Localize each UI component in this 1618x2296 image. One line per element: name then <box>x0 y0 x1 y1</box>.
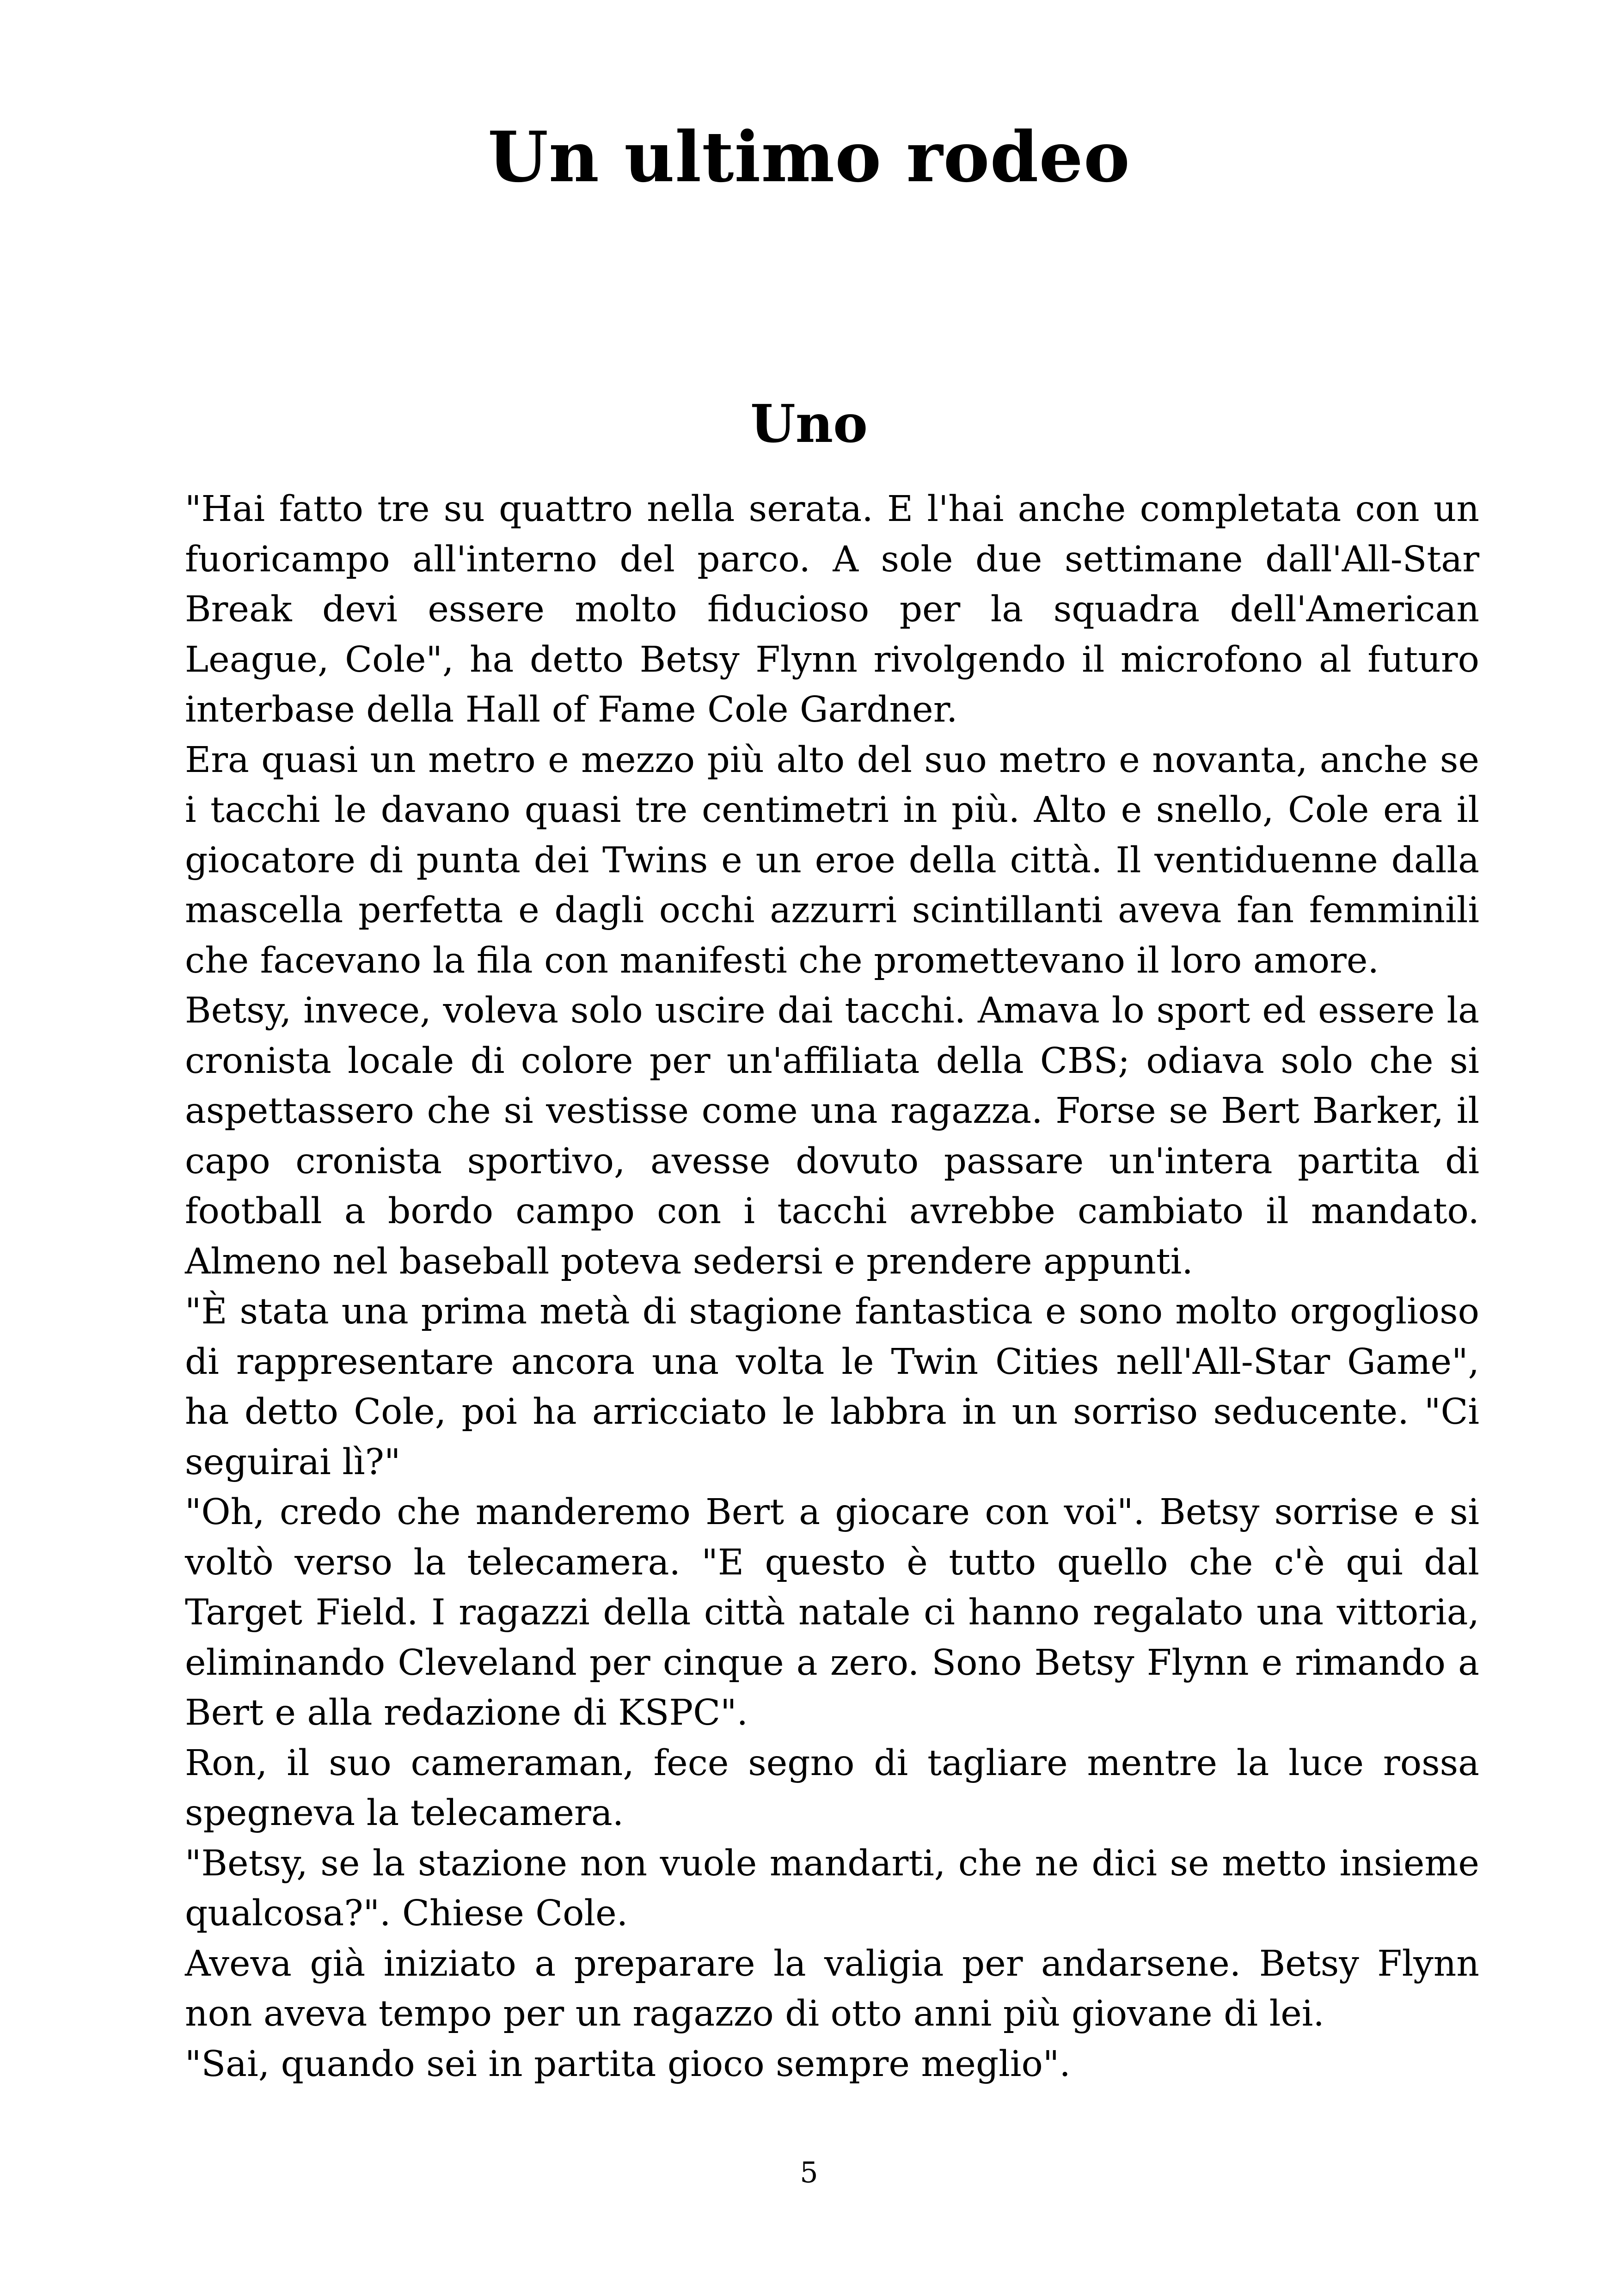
page-number: 5 <box>800 2155 818 2189</box>
paragraph: "Oh, credo che manderemo Bert a giocare con voi". Betsy sorrise e si voltò verso la telecamera. "E questo è tutto quello che c'è qui dal Target Field. I ragazzi della città natale ci hanno regalato una vittoria, eliminando Cleveland per cinque a zero. Sono Betsy Flynn e rimando a Bert e alla redazione di KSPC". <box>185 1492 1479 1733</box>
paragraph: "Sai, quando sei in partita gioco sempre meglio". <box>185 2043 1071 2085</box>
paragraph: "Betsy, se la stazione non vuole mandarti, che ne dici se metto insieme qualcosa?". Chiese Cole. <box>185 1843 1479 1934</box>
paragraph: Aveva già iniziato a preparare la valigia per andarsene. Betsy Flynn non aveva tempo per un ragazzo di otto anni più giovane di lei. <box>185 1943 1479 2034</box>
chapter-body <box>185 484 1479 2089</box>
paragraph: "Hai fatto tre su quattro nella serata. E l'hai anche completata con un fuoricampo all'interno del parco. A sole due settimane dall'All-Star Break devi essere molto fiducioso per la squadra dell'American League, Cole", ha detto Betsy Flynn rivolgendo il microfono al futuro interbase della Hall of Fame Cole Gardner. <box>185 489 1479 730</box>
paragraph: Betsy, invece, voleva solo uscire dai tacchi. Amava lo sport ed essere la cronista locale di colore per un'affiliata della CBS; odiava solo che si aspettassero che si vestisse come una ragazza. Forse se Bert Barker, il capo cronista sportivo, avesse dovuto passare un'intera partita di football a bordo campo con i tacchi avrebbe cambiato il mandato. Almeno nel baseball poteva sedersi e prendere appunti. <box>185 990 1479 1282</box>
paragraph: Ron, il suo cameraman, fece segno di tagliare mentre la luce rossa spegneva la telecamera. <box>185 1742 1479 1834</box>
book-title: Un ultimo rodeo <box>488 116 1130 198</box>
paragraph: "È stata una prima metà di stagione fantastica e sono molto orgoglioso di rappresentare ancora una volta le Twin Cities nell'All-Star Game", ha detto Cole, poi ha arricciato le labbra in un sorriso seducente. "Ci seguirai lì?" <box>185 1291 1479 1483</box>
paragraph: Era quasi un metro e mezzo più alto del suo metro e novanta, anche se i tacchi le davano quasi tre centimetri in più. Alto e snello, Cole era il giocatore di punta dei Twins e un eroe della città. Il ventiduenne dalla mascella perfetta e dagli occhi azzurri scintillanti aveva fan femminili che facevano la fila con manifesti che promettevano il loro amore. <box>185 739 1479 981</box>
chapter-title: Uno <box>750 394 868 454</box>
